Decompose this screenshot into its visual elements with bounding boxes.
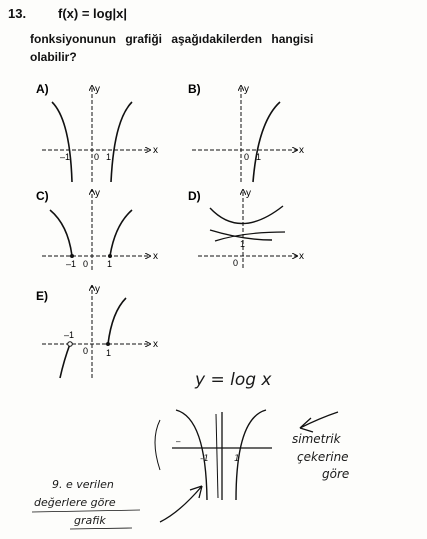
option-d-tick-1: 1 — [240, 239, 246, 249]
option-a-x-label: x — [153, 145, 158, 156]
option-e-graph[interactable] — [36, 284, 158, 378]
left-note-2: değerlere göre — [34, 496, 116, 509]
option-e-curve-right — [108, 298, 126, 344]
option-c-curve-left — [50, 210, 72, 256]
option-e-letter: E) — [36, 289, 48, 303]
option-c-x-label: x — [153, 251, 158, 262]
option-b-tick-0: 0 — [244, 152, 250, 162]
option-a-curve-left — [52, 102, 72, 182]
option-c-tick-neg1: –1 — [66, 259, 77, 269]
sketch-y-axis-double — [216, 414, 218, 498]
option-e-curve-left — [60, 344, 70, 378]
option-b-x-label: x — [299, 145, 304, 156]
option-e-tick-neg1: –1 — [64, 330, 75, 340]
option-e-y-label: y — [95, 284, 100, 295]
option-e-tick-1: 1 — [106, 348, 112, 358]
option-d-tick-0: 0 — [233, 258, 239, 268]
option-b-letter: B) — [188, 82, 201, 96]
option-c-y-label: y — [95, 188, 100, 199]
symmetry-arrow — [300, 412, 338, 428]
option-a-graph[interactable] — [36, 82, 158, 182]
left-note-underline-1 — [32, 510, 140, 512]
symmetry-note-3: göre — [322, 467, 350, 481]
option-b-y-label: y — [244, 84, 249, 95]
option-a-curve-right — [111, 102, 132, 182]
stem-line-2: olabilir? — [30, 50, 77, 64]
option-e-tick-0: 0 — [83, 346, 89, 356]
option-d-curve-increasing — [215, 232, 285, 241]
option-c-tick-0: 0 — [83, 259, 89, 269]
option-a-tick-1: 1 — [106, 152, 112, 162]
option-d-y-label: y — [246, 188, 251, 199]
option-d-curve-up — [210, 206, 283, 224]
left-note-1: 9. e verilen — [52, 478, 114, 491]
option-e-point-1 — [106, 342, 110, 346]
handwritten-notes — [32, 370, 349, 529]
bracket-left — [155, 420, 160, 470]
option-a-y-label: y — [95, 84, 100, 95]
sketch-tick-neg1: -1 — [200, 454, 209, 464]
option-b-tick-1: 1 — [256, 152, 262, 162]
option-d-letter: D) — [188, 189, 201, 203]
symmetry-note-1: simetrik — [292, 432, 341, 446]
option-c-tick-1: 1 — [107, 259, 113, 269]
option-e-x-label: x — [153, 339, 158, 350]
option-c-curve-right — [110, 210, 132, 256]
symmetry-note-2: çekerine — [297, 450, 349, 464]
option-a-tick-neg1: –1 — [60, 152, 71, 162]
option-c-point-neg1 — [70, 254, 74, 258]
sketch-tick-1: 1 — [234, 454, 240, 464]
stem-line-1: fonksiyonunun grafiği aşağıdakilerden hangisi — [30, 32, 314, 46]
option-a-letter: A) — [36, 82, 49, 96]
left-note-underline-2 — [70, 528, 132, 529]
option-c-letter: C) — [36, 189, 49, 203]
option-e-open-point — [68, 342, 73, 347]
option-d-x-label: x — [299, 251, 304, 262]
left-note-arrow — [160, 486, 202, 522]
option-c-graph[interactable] — [36, 188, 158, 270]
question-number: 13. — [8, 6, 27, 21]
left-note-3: grafik — [74, 514, 106, 527]
option-b-curve — [253, 102, 280, 182]
option-c-point-1 — [108, 254, 112, 258]
sketch-mark-left: – — [176, 437, 181, 446]
option-d-graph[interactable] — [188, 188, 304, 268]
sketch-curve-right — [236, 410, 266, 500]
option-b-graph[interactable] — [188, 82, 304, 182]
function-expression: f(x) = log|x| — [58, 6, 128, 21]
handwritten-formula: y = log x — [195, 370, 272, 390]
option-a-tick-0: 0 — [94, 152, 100, 162]
